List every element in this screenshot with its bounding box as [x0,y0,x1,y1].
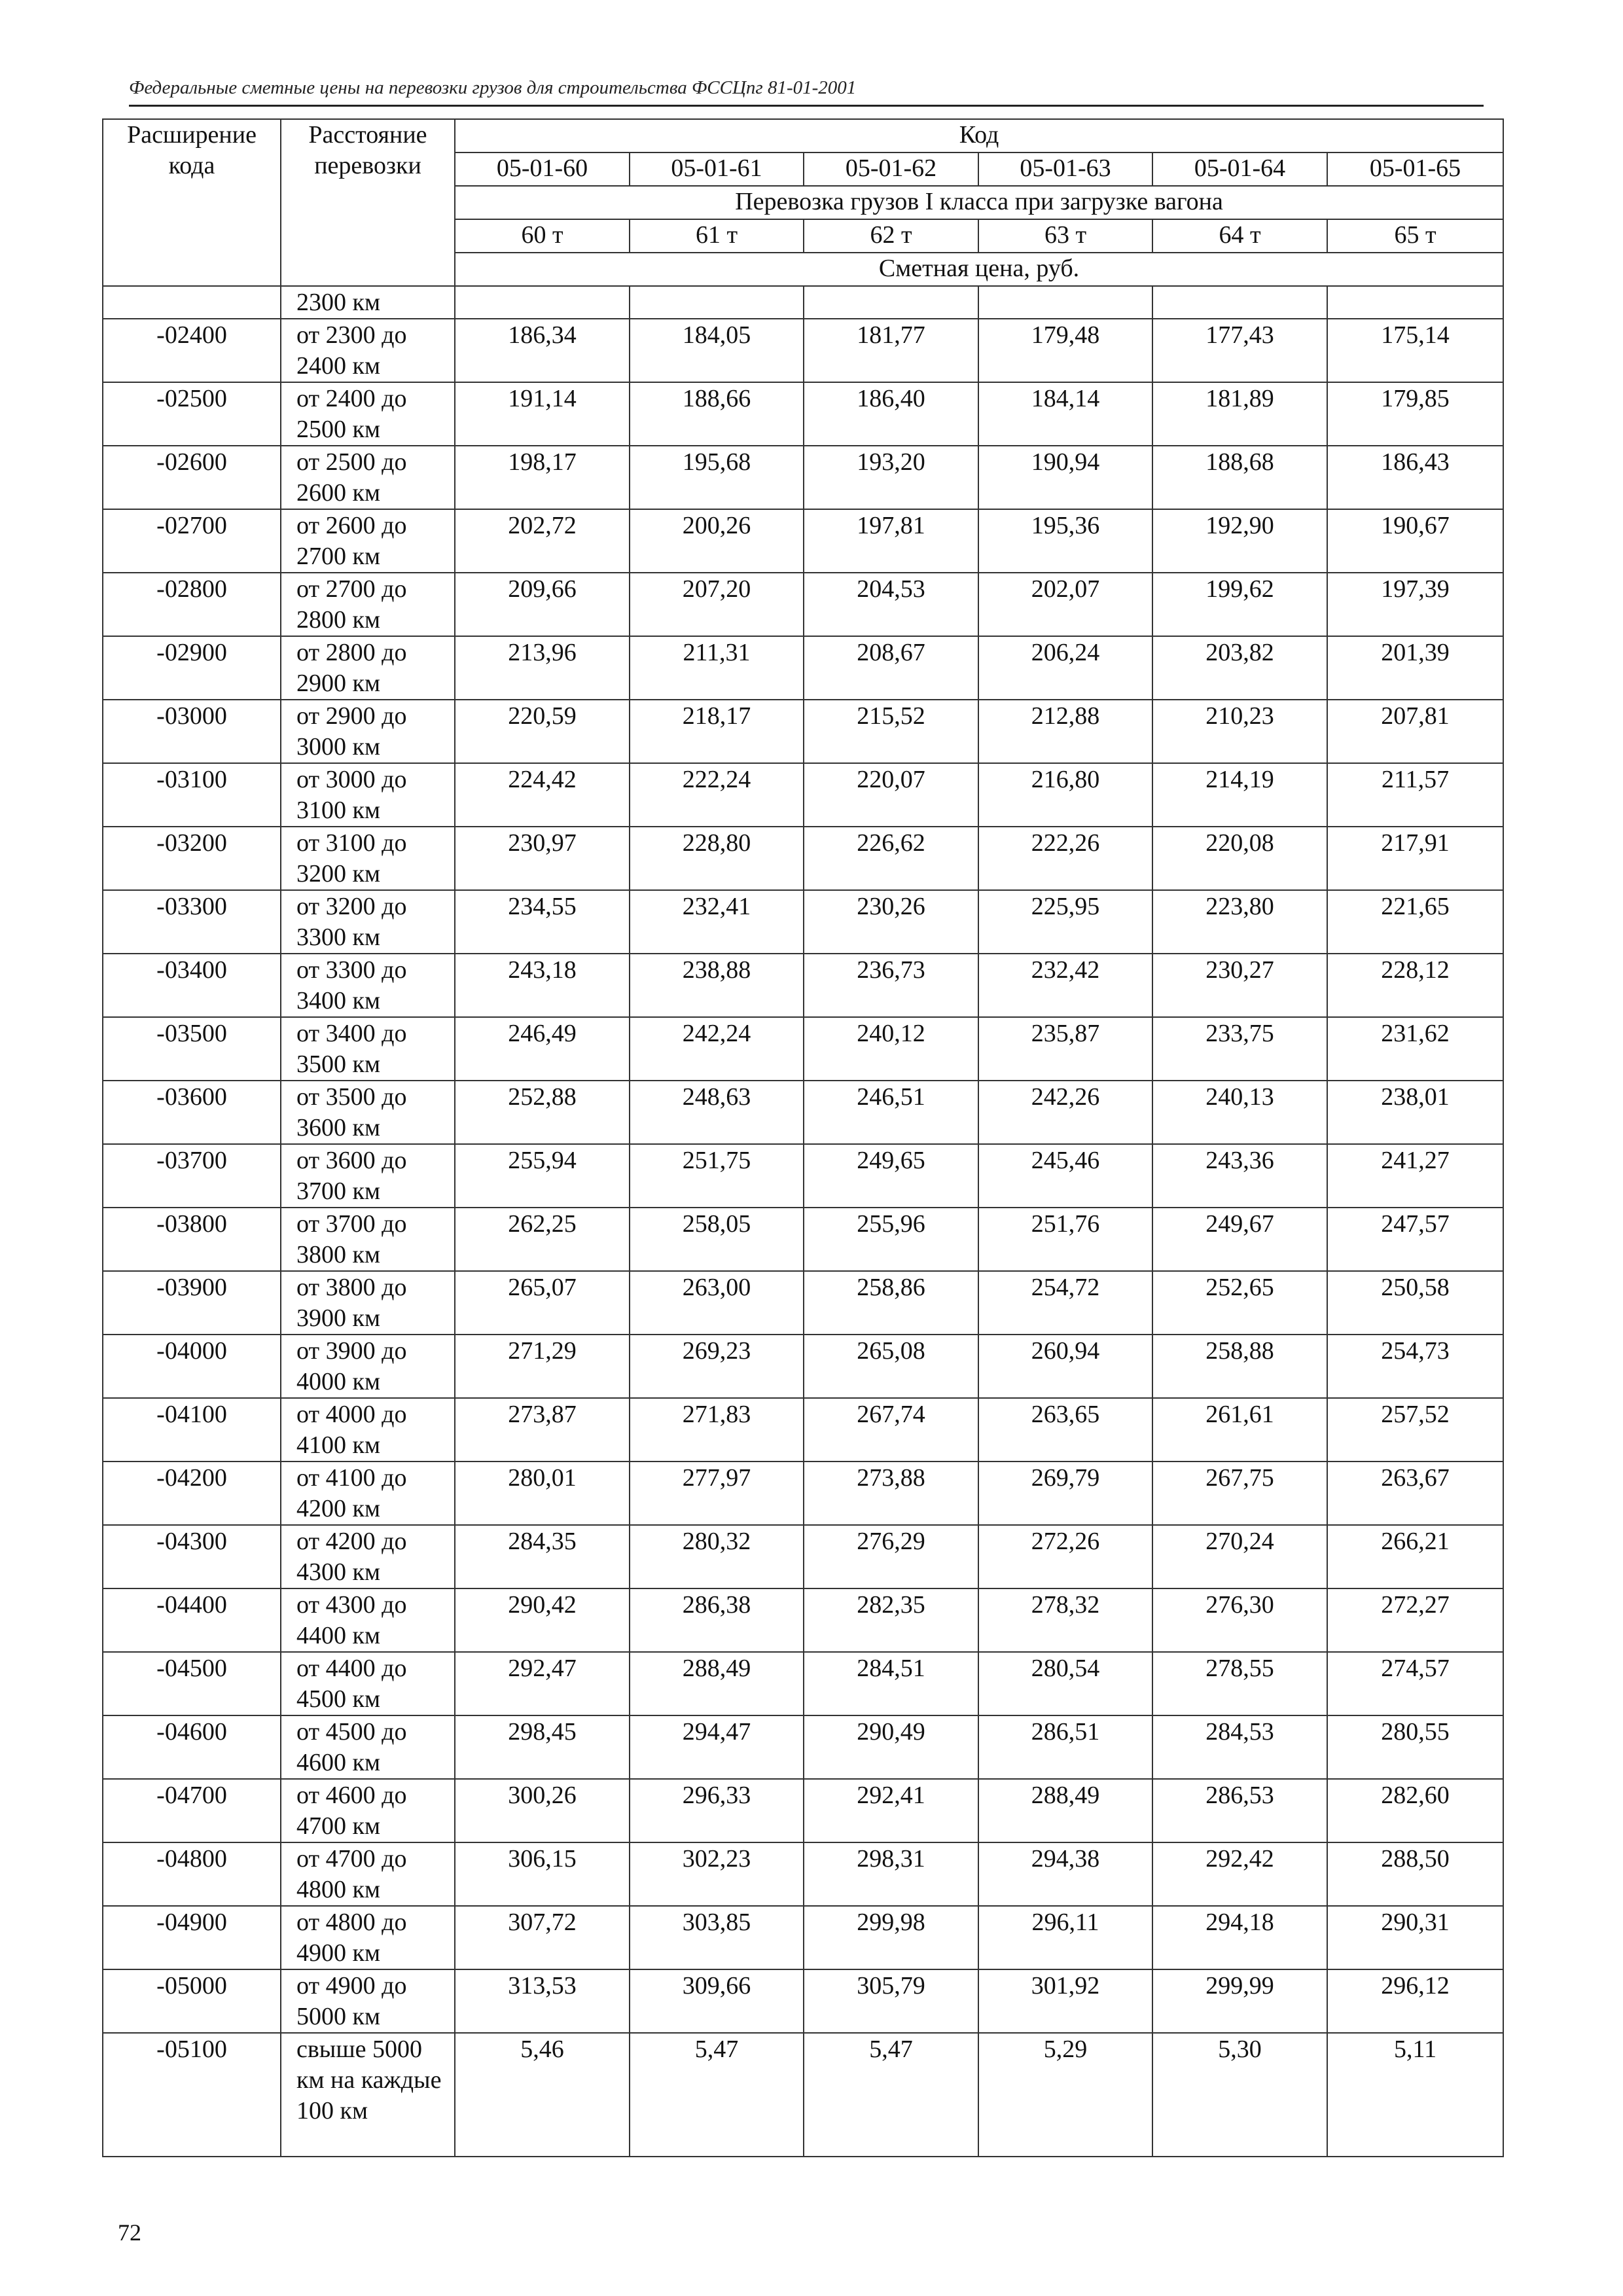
price-cell: 265,07 [455,1271,630,1335]
table-row [103,319,1503,382]
row-code: -04100 [103,1398,281,1462]
row-code: -03000 [103,700,281,763]
price-cell: 195,68 [630,446,804,509]
row-distance: от 2800 до 2900 км [281,636,455,700]
price-cell: 230,26 [804,890,978,954]
price-cell: 175,14 [1327,319,1503,382]
tonnage-header: 64 т [1152,219,1327,253]
price-cell: 220,07 [804,763,978,827]
price-cell: 232,41 [630,890,804,954]
row-distance: от 2600 до 2700 км [281,509,455,573]
price-cell: 276,29 [804,1525,978,1588]
price-cell: 184,05 [630,319,804,382]
table-row [103,509,1503,573]
row-distance: от 4800 до 4900 км [281,1906,455,1969]
table-row [103,446,1503,509]
price-cell: 179,48 [978,319,1152,382]
col-header-extension: Расширение кода [103,119,281,286]
row-distance: от 2700 до 2800 км [281,573,455,636]
price-cell: 294,18 [1152,1906,1327,1969]
price-cell: 242,24 [630,1017,804,1081]
table-row [103,1842,1503,1906]
price-cell: 198,17 [455,446,630,509]
row-code: -04400 [103,1588,281,1652]
row-distance: от 3200 до 3300 км [281,890,455,954]
price-cell: 288,49 [630,1652,804,1715]
price-cell: 186,34 [455,319,630,382]
table-row [103,1715,1503,1779]
price-cell: 218,17 [630,700,804,763]
price-cell: 269,23 [630,1335,804,1398]
price-cell: 252,65 [1152,1271,1327,1335]
running-header-text: Федеральные сметные цены на перевозки грузов для строительства ФССЦпг 81-01-2001 [129,77,857,98]
table-row [103,890,1503,954]
row-distance: от 3300 до 3400 км [281,954,455,1017]
price-cell: 192,90 [1152,509,1327,573]
price-cell: 276,30 [1152,1588,1327,1652]
price-cell: 273,88 [804,1462,978,1525]
table-row [103,1208,1503,1271]
table-row [103,1398,1503,1462]
price-cell: 282,60 [1327,1779,1503,1842]
row-code: -03800 [103,1208,281,1271]
row-distance: от 2900 до 3000 км [281,700,455,763]
price-cell: 190,67 [1327,509,1503,573]
price-cell: 255,94 [455,1144,630,1208]
col-header-kod: Код [455,119,1503,152]
empty-cell [455,286,630,319]
code-header: 05-01-61 [630,152,804,186]
row-distance: от 4000 до 4100 км [281,1398,455,1462]
price-cell: 202,72 [455,509,630,573]
row-code: -03400 [103,954,281,1017]
price-cell: 254,72 [978,1271,1152,1335]
price-cell: 272,26 [978,1525,1152,1588]
tonnage-header: 62 т [804,219,978,253]
price-cell: 223,80 [1152,890,1327,954]
price-cell: 286,38 [630,1588,804,1652]
price-cell: 300,26 [455,1779,630,1842]
price-cell: 234,55 [455,890,630,954]
price-cell: 280,01 [455,1462,630,1525]
code-header: 05-01-63 [978,152,1152,186]
table-row [103,1017,1503,1081]
price-cell: 299,98 [804,1906,978,1969]
price-cell: 280,54 [978,1652,1152,1715]
table-row [103,700,1503,763]
table-row [103,1081,1503,1144]
price-cell: 254,73 [1327,1335,1503,1398]
price-cell: 248,63 [630,1081,804,1144]
price-cell: 313,53 [455,1969,630,2033]
price-table [102,118,1504,2157]
price-cell: 284,35 [455,1525,630,1588]
price-cell: 290,49 [804,1715,978,1779]
price-cell: 258,05 [630,1208,804,1271]
price-cell: 221,65 [1327,890,1503,954]
row-distance: от 3700 до 3800 км [281,1208,455,1271]
price-cell: 238,01 [1327,1081,1503,1144]
code-header: 05-01-60 [455,152,630,186]
price-cell: 262,25 [455,1208,630,1271]
table-row [103,382,1503,446]
price-cell: 250,58 [1327,1271,1503,1335]
price-cell: 5,11 [1327,2033,1503,2157]
price-cell: 224,42 [455,763,630,827]
price-cell: 5,47 [804,2033,978,2157]
price-cell: 243,18 [455,954,630,1017]
table-row [103,573,1503,636]
price-cell: 286,53 [1152,1779,1327,1842]
col-header-distance: Расстояние перевозки [281,119,455,286]
price-cell: 278,32 [978,1588,1152,1652]
price-cell: 306,15 [455,1842,630,1906]
table-row [103,1144,1503,1208]
price-cell: 212,88 [978,700,1152,763]
row-code: -03700 [103,1144,281,1208]
price-cell: 280,55 [1327,1715,1503,1779]
price-cell: 235,87 [978,1017,1152,1081]
price-cell: 232,42 [978,954,1152,1017]
price-cell: 220,08 [1152,827,1327,890]
price-cell: 302,23 [630,1842,804,1906]
row-code: -04900 [103,1906,281,1969]
code-header: 05-01-65 [1327,152,1503,186]
price-cell: 202,07 [978,573,1152,636]
table-row [103,2033,1503,2157]
empty-cell [630,286,804,319]
price-cell: 307,72 [455,1906,630,1969]
empty-cell [804,286,978,319]
price-cell: 188,68 [1152,446,1327,509]
price-cell: 294,38 [978,1842,1152,1906]
price-cell: 201,39 [1327,636,1503,700]
price-cell: 206,24 [978,636,1152,700]
price-cell: 199,62 [1152,573,1327,636]
page-number: 72 [118,2219,141,2246]
price-cell: 265,08 [804,1335,978,1398]
continuation-row [103,286,1503,319]
tonnage-header: 60 т [455,219,630,253]
table-row [103,1588,1503,1652]
row-distance: от 2300 до 2400 км [281,319,455,382]
row-distance: от 4400 до 4500 км [281,1652,455,1715]
price-cell: 220,59 [455,700,630,763]
price-label: Сметная цена, руб. [455,253,1503,286]
row-code: -02800 [103,573,281,636]
table-row [103,1271,1503,1335]
price-cell: 5,47 [630,2033,804,2157]
price-cell: 240,12 [804,1017,978,1081]
price-cell: 296,11 [978,1906,1152,1969]
price-cell: 292,47 [455,1652,630,1715]
row-distance: от 3500 до 3600 км [281,1081,455,1144]
row-code: -03900 [103,1271,281,1335]
price-cell: 298,31 [804,1842,978,1906]
price-cell: 177,43 [1152,319,1327,382]
table-row [103,1969,1503,2033]
price-cell: 301,92 [978,1969,1152,2033]
price-cell: 203,82 [1152,636,1327,700]
price-cell: 186,43 [1327,446,1503,509]
continuation-distance: 2300 км [281,286,455,319]
price-cell: 243,36 [1152,1144,1327,1208]
price-cell: 274,57 [1327,1652,1503,1715]
price-cell: 207,81 [1327,700,1503,763]
price-cell: 246,49 [455,1017,630,1081]
row-code: -04000 [103,1335,281,1398]
price-cell: 278,55 [1152,1652,1327,1715]
table-row [103,763,1503,827]
price-cell: 197,39 [1327,573,1503,636]
row-code: -03100 [103,763,281,827]
price-cell: 277,97 [630,1462,804,1525]
price-cell: 179,85 [1327,382,1503,446]
price-cell: 222,24 [630,763,804,827]
row-distance: от 3900 до 4000 км [281,1335,455,1398]
price-cell: 226,62 [804,827,978,890]
price-cell: 261,61 [1152,1398,1327,1462]
price-cell: 267,74 [804,1398,978,1462]
price-cell: 200,26 [630,509,804,573]
price-cell: 267,75 [1152,1462,1327,1525]
price-cell: 263,00 [630,1271,804,1335]
table-row [103,636,1503,700]
price-cell: 280,32 [630,1525,804,1588]
row-distance: от 2400 до 2500 км [281,382,455,446]
price-cell: 299,99 [1152,1969,1327,2033]
price-cell: 260,94 [978,1335,1152,1398]
table-row [103,954,1503,1017]
price-cell: 228,80 [630,827,804,890]
row-code: -03500 [103,1017,281,1081]
price-cell: 288,50 [1327,1842,1503,1906]
price-cell: 255,96 [804,1208,978,1271]
price-cell: 284,51 [804,1652,978,1715]
price-cell: 216,80 [978,763,1152,827]
price-cell: 249,65 [804,1144,978,1208]
price-cell: 272,27 [1327,1588,1503,1652]
price-cell: 251,76 [978,1208,1152,1271]
price-cell: 245,46 [978,1144,1152,1208]
row-code: -04600 [103,1715,281,1779]
row-code: -02900 [103,636,281,700]
price-cell: 230,27 [1152,954,1327,1017]
price-cell: 284,53 [1152,1715,1327,1779]
row-distance: от 3600 до 3700 км [281,1144,455,1208]
price-cell: 288,49 [978,1779,1152,1842]
price-cell: 211,57 [1327,763,1503,827]
price-cell: 258,88 [1152,1335,1327,1398]
tonnage-header: 61 т [630,219,804,253]
price-cell: 298,45 [455,1715,630,1779]
price-cell: 228,12 [1327,954,1503,1017]
price-cell: 217,91 [1327,827,1503,890]
price-cell: 240,13 [1152,1081,1327,1144]
row-distance: от 3000 до 3100 км [281,763,455,827]
price-cell: 5,46 [455,2033,630,2157]
row-code: -05100 [103,2033,281,2157]
price-cell: 263,67 [1327,1462,1503,1525]
price-cell: 197,81 [804,509,978,573]
empty-cell [1327,286,1503,319]
price-cell: 282,35 [804,1588,978,1652]
row-distance: от 4900 до 5000 км [281,1969,455,2033]
price-cell: 292,41 [804,1779,978,1842]
price-cell: 266,21 [1327,1525,1503,1588]
price-cell: 309,66 [630,1969,804,2033]
price-cell: 271,83 [630,1398,804,1462]
tonnage-header: 63 т [978,219,1152,253]
row-code: -02500 [103,382,281,446]
table-row [103,1335,1503,1398]
row-code: -04200 [103,1462,281,1525]
price-cell: 242,26 [978,1081,1152,1144]
table-row [103,1525,1503,1588]
price-cell: 208,67 [804,636,978,700]
price-cell: 247,57 [1327,1208,1503,1271]
price-cell: 225,95 [978,890,1152,954]
price-cell: 230,97 [455,827,630,890]
header-row-codes [103,119,1503,152]
row-distance: от 4100 до 4200 км [281,1462,455,1525]
price-cell: 269,79 [978,1462,1152,1525]
price-cell: 231,62 [1327,1017,1503,1081]
price-cell: 209,66 [455,573,630,636]
price-cell: 305,79 [804,1969,978,2033]
price-cell: 290,31 [1327,1906,1503,1969]
price-cell: 238,88 [630,954,804,1017]
table-row [103,1779,1503,1842]
price-cell: 241,27 [1327,1144,1503,1208]
price-cell: 273,87 [455,1398,630,1462]
row-distance: от 4500 до 4600 км [281,1715,455,1779]
price-cell: 251,75 [630,1144,804,1208]
row-code: -04800 [103,1842,281,1906]
price-cell: 258,86 [804,1271,978,1335]
price-cell: 5,29 [978,2033,1152,2157]
row-code: -03200 [103,827,281,890]
running-header [129,73,1484,107]
price-cell: 233,75 [1152,1017,1327,1081]
price-cell: 191,14 [455,382,630,446]
row-distance: от 3100 до 3200 км [281,827,455,890]
price-cell: 257,52 [1327,1398,1503,1462]
price-cell: 214,19 [1152,763,1327,827]
row-distance: от 4700 до 4800 км [281,1842,455,1906]
price-cell: 181,89 [1152,382,1327,446]
empty-cell [1152,286,1327,319]
code-header: 05-01-62 [804,152,978,186]
price-cell: 184,14 [978,382,1152,446]
price-cell: 207,20 [630,573,804,636]
price-cell: 213,96 [455,636,630,700]
price-cell: 222,26 [978,827,1152,890]
price-cell: 303,85 [630,1906,804,1969]
row-code: -02700 [103,509,281,573]
code-header: 05-01-64 [1152,152,1327,186]
price-cell: 190,94 [978,446,1152,509]
continuation-code [103,286,281,319]
price-cell: 210,23 [1152,700,1327,763]
price-cell: 252,88 [455,1081,630,1144]
price-cell: 271,29 [455,1335,630,1398]
price-cell: 211,31 [630,636,804,700]
row-code: -05000 [103,1969,281,2033]
table-row [103,1462,1503,1525]
table-row [103,827,1503,890]
price-cell: 193,20 [804,446,978,509]
row-code: -02400 [103,319,281,382]
row-distance: от 2500 до 2600 км [281,446,455,509]
row-distance: от 4600 до 4700 км [281,1779,455,1842]
price-cell: 296,12 [1327,1969,1503,2033]
tonnage-header: 65 т [1327,219,1503,253]
price-cell: 204,53 [804,573,978,636]
row-code: -03600 [103,1081,281,1144]
row-code: -04300 [103,1525,281,1588]
price-cell: 294,47 [630,1715,804,1779]
price-cell: 263,65 [978,1398,1152,1462]
price-cell: 246,51 [804,1081,978,1144]
price-cell: 236,73 [804,954,978,1017]
row-code: -02600 [103,446,281,509]
price-cell: 249,67 [1152,1208,1327,1271]
price-cell: 215,52 [804,700,978,763]
price-cell: 270,24 [1152,1525,1327,1588]
row-distance: от 4200 до 4300 км [281,1525,455,1588]
price-cell: 5,30 [1152,2033,1327,2157]
cargo-subtitle: Перевозка грузов I класса при загрузке вагона [455,186,1503,219]
row-distance: от 3800 до 3900 км [281,1271,455,1335]
row-distance: свыше 5000 км на каждые 100 км [281,2033,455,2157]
price-cell: 186,40 [804,382,978,446]
price-cell: 290,42 [455,1588,630,1652]
row-distance: от 4300 до 4400 км [281,1588,455,1652]
price-cell: 181,77 [804,319,978,382]
price-cell: 296,33 [630,1779,804,1842]
row-code: -04700 [103,1779,281,1842]
price-cell: 292,42 [1152,1842,1327,1906]
table-row [103,1652,1503,1715]
price-cell: 286,51 [978,1715,1152,1779]
price-cell: 188,66 [630,382,804,446]
row-code: -04500 [103,1652,281,1715]
price-cell: 195,36 [978,509,1152,573]
table-row [103,1906,1503,1969]
row-code: -03300 [103,890,281,954]
row-distance: от 3400 до 3500 км [281,1017,455,1081]
empty-cell [978,286,1152,319]
